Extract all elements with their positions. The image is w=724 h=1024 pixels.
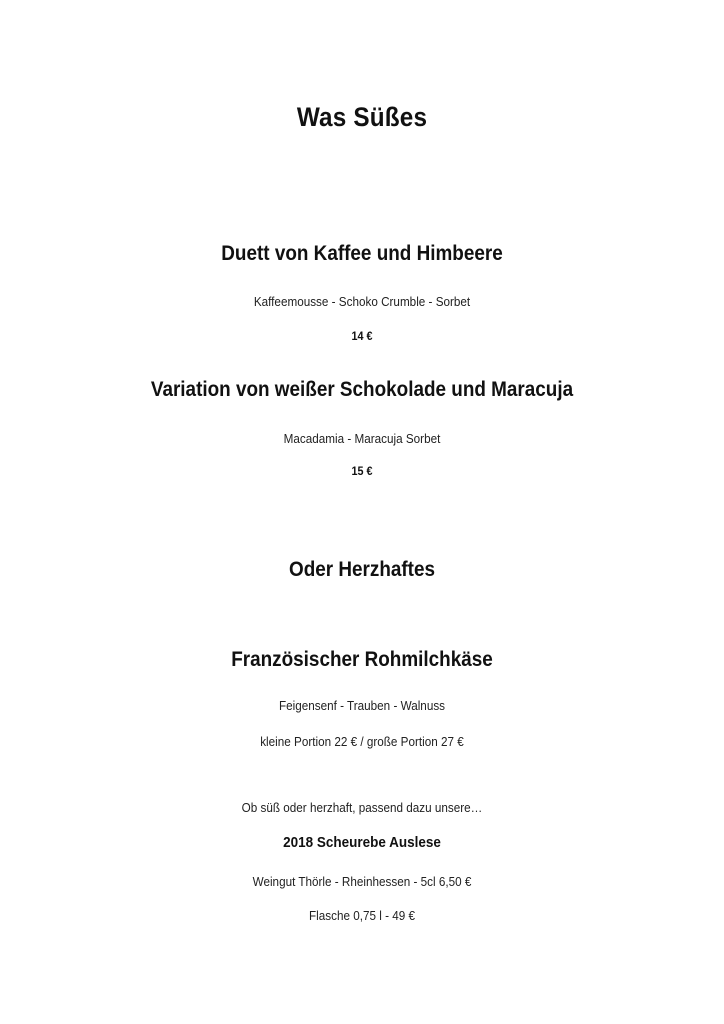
dish-name: Variation von weißer Schokolade und Maracuja [150,378,574,401]
dish-description: Kaffeemousse - Schoko Crumble - Sorbet [253,294,471,309]
wine-intro: Ob süß oder herzhaft, passend dazu unsere… [241,800,483,815]
wine-name: 2018 Scheurebe Auslese [283,834,441,851]
dish-price: 15 € [351,464,373,478]
dish-name: Französischer Rohmilchkäse [231,648,493,671]
dish-name: Duett von Kaffee und Himbeere [221,242,503,265]
dish-price: 14 € [351,329,373,343]
page-title: Was Süßes [296,102,428,132]
dish-description: Feigensenf - Trauben - Walnuss [278,698,446,713]
wine-bottle-price: Flasche 0,75 l - 49 € [308,908,416,923]
wine-producer: Weingut Thörle - Rheinhessen - 5cl 6,50 € [252,874,472,889]
section-title: Oder Herzhaftes [289,558,435,581]
dish-description: Macadamia - Maracuja Sorbet [283,431,441,446]
dish-price: kleine Portion 22 € / große Portion 27 € [260,734,464,749]
